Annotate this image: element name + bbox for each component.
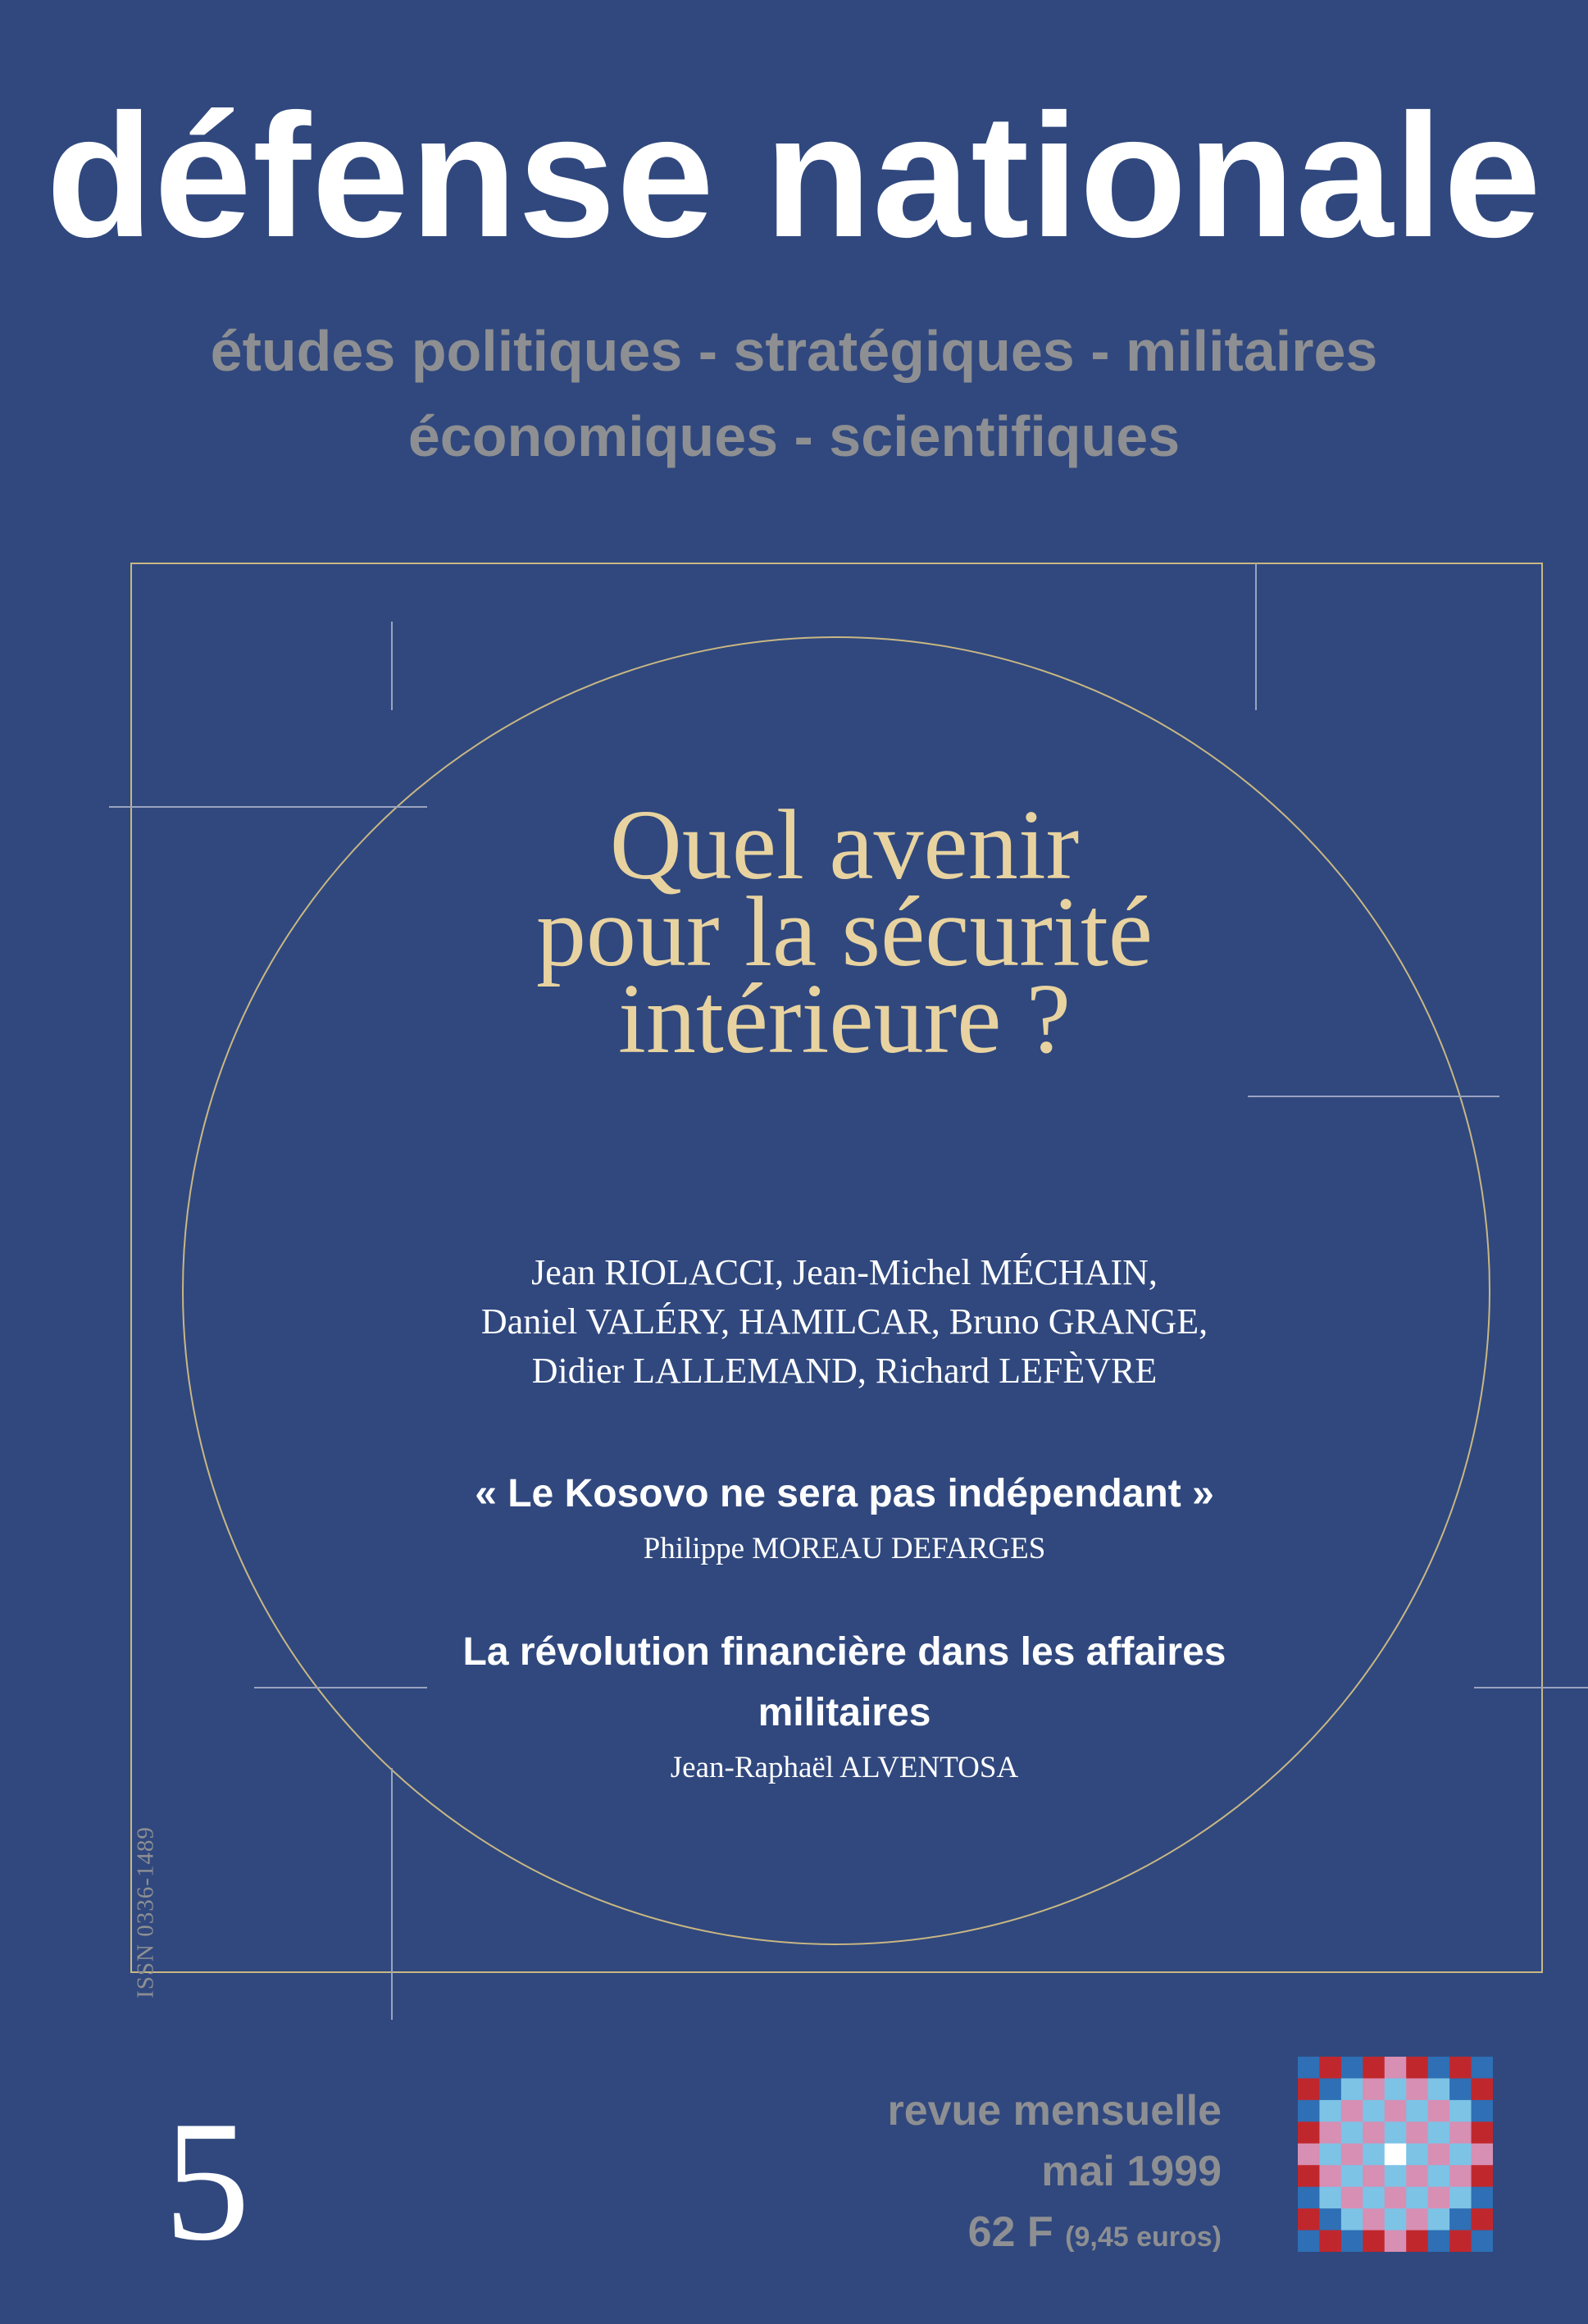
emblem-square: [1428, 2078, 1450, 2100]
emblem-square: [1449, 2057, 1472, 2079]
emblem-square: [1319, 2144, 1341, 2166]
emblem-square: [1472, 2144, 1493, 2166]
article-title-line: militaires: [758, 1691, 931, 1734]
emblem-square: [1472, 2100, 1493, 2122]
emblem-square: [1363, 2165, 1385, 2187]
emblem-square: [1341, 2121, 1363, 2144]
emblem-square: [1385, 2100, 1407, 2122]
emblem-square: [1363, 2078, 1385, 2100]
emblem-square: [1363, 2187, 1385, 2209]
emblem-square: [1472, 2231, 1493, 2252]
emblem-square: [1319, 2165, 1341, 2187]
emblem-square: [1341, 2057, 1363, 2079]
masthead-subtitle-line-2: économiques - scientifiques: [407, 404, 1181, 468]
article-author-revolution: Jean-Raphaël ALVENTOSA: [670, 1751, 1019, 1784]
emblem-square: [1298, 2057, 1320, 2079]
emblem-square: [1428, 2208, 1450, 2231]
emblem-square: [1298, 2187, 1320, 2209]
emblem-square: [1428, 2057, 1450, 2079]
emblem-square: [1385, 2231, 1407, 2252]
emblem-square: [1341, 2078, 1363, 2100]
emblem-square: [1298, 2165, 1320, 2187]
emblem-square: [1341, 2187, 1363, 2209]
emblem-square: [1406, 2121, 1428, 2144]
emblem-square: [1449, 2231, 1472, 2252]
emblem-square: [1341, 2208, 1363, 2231]
article-title-line: « Le Kosovo ne sera pas indépendant »: [475, 1472, 1214, 1515]
emblem-square: [1385, 2121, 1407, 2144]
emblem-square: [1449, 2165, 1472, 2187]
masthead-title: défense nationale: [46, 78, 1542, 274]
cover-headline: [459, 790, 1230, 1074]
emblem-square: [1449, 2121, 1472, 2144]
emblem-square: [1363, 2100, 1385, 2122]
publication-price: [967, 2208, 1222, 2256]
price-euros: (9,45 euros): [1065, 2221, 1222, 2253]
emblem-square: [1406, 2100, 1428, 2122]
publication-frequency: revue mensuelle: [887, 2087, 1222, 2135]
emblem-square: [1406, 2208, 1428, 2231]
emblem-square: [1298, 2208, 1320, 2231]
article-title-kosovo: [344, 1464, 1345, 1524]
authors-line: Jean RIOLACCI, Jean-Michel MÉCHAIN,: [531, 1252, 1158, 1292]
emblem-square: [1298, 2121, 1320, 2144]
emblem-square: [1472, 2187, 1493, 2209]
emblem-square: [1449, 2078, 1472, 2100]
emblem-square: [1472, 2208, 1493, 2231]
emblem-square: [1319, 2187, 1341, 2209]
article-title-line: La révolution financière dans les affaires: [462, 1630, 1226, 1674]
headline-line: Quel avenir: [609, 790, 1080, 900]
emblem-square: [1341, 2231, 1363, 2252]
article-author-kosovo: Philippe MOREAU DEFARGES: [643, 1532, 1046, 1565]
checkered-emblem-icon: [1298, 2057, 1493, 2252]
emblem-square: [1385, 2078, 1407, 2100]
emblem-square: [1428, 2100, 1450, 2122]
emblem-square: [1406, 2187, 1428, 2209]
headline-line: intérieure ?: [617, 964, 1072, 1074]
emblem-square: [1449, 2144, 1472, 2166]
emblem-square: [1385, 2165, 1407, 2187]
emblem-square: [1341, 2100, 1363, 2122]
headline-line: pour la sécurité: [535, 877, 1153, 987]
issn-text: ISSN 0336-1489: [132, 1826, 159, 1998]
emblem-square: [1319, 2100, 1341, 2122]
emblem-square: [1319, 2231, 1341, 2252]
emblem-square: [1319, 2057, 1341, 2079]
emblem-square: [1449, 2187, 1472, 2209]
emblem-square: [1385, 2208, 1407, 2231]
emblem-square: [1363, 2121, 1385, 2144]
emblem-square: [1385, 2144, 1407, 2166]
publication-date: mai 1999: [1041, 2148, 1222, 2195]
emblem-square: [1298, 2100, 1320, 2122]
emblem-square: [1341, 2144, 1363, 2166]
emblem-square: [1298, 2144, 1320, 2166]
emblem-square: [1406, 2057, 1428, 2079]
emblem-square: [1319, 2208, 1341, 2231]
feature-authors: [377, 1248, 1312, 1396]
masthead-subtitle-line-1: études politiques - stratégiques - militaires: [210, 319, 1378, 383]
emblem-square: [1363, 2208, 1385, 2231]
emblem-square: [1472, 2121, 1493, 2144]
emblem-square: [1385, 2187, 1407, 2209]
emblem-square: [1428, 2187, 1450, 2209]
price-francs: 62 F: [967, 2208, 1053, 2256]
emblem-square: [1406, 2144, 1428, 2166]
emblem-square: [1449, 2100, 1472, 2122]
emblem-square: [1363, 2231, 1385, 2252]
emblem-square: [1298, 2078, 1320, 2100]
emblem-square: [1428, 2231, 1450, 2252]
emblem-square: [1363, 2144, 1385, 2166]
emblem-square: [1406, 2231, 1428, 2252]
emblem-square: [1385, 2057, 1407, 2079]
emblem-square: [1449, 2208, 1472, 2231]
emblem-square: [1319, 2078, 1341, 2100]
emblem-square: [1472, 2078, 1493, 2100]
emblem-square: [1298, 2231, 1320, 2252]
emblem-square: [1406, 2078, 1428, 2100]
emblem-square: [1472, 2057, 1493, 2079]
emblem-square: [1428, 2121, 1450, 2144]
authors-line: Didier LALLEMAND, Richard LEFÈVRE: [531, 1351, 1158, 1391]
authors-line: Daniel VALÉRY, HAMILCAR, Bruno GRANGE,: [480, 1301, 1208, 1342]
emblem-square: [1341, 2165, 1363, 2187]
emblem-square: [1406, 2165, 1428, 2187]
emblem-square: [1319, 2121, 1341, 2144]
emblem-square: [1428, 2165, 1450, 2187]
issue-number: 5: [164, 2086, 250, 2276]
article-title-revolution: [344, 1622, 1345, 1743]
emblem-square: [1428, 2144, 1450, 2166]
emblem-square: [1472, 2165, 1493, 2187]
emblem-square: [1363, 2057, 1385, 2079]
